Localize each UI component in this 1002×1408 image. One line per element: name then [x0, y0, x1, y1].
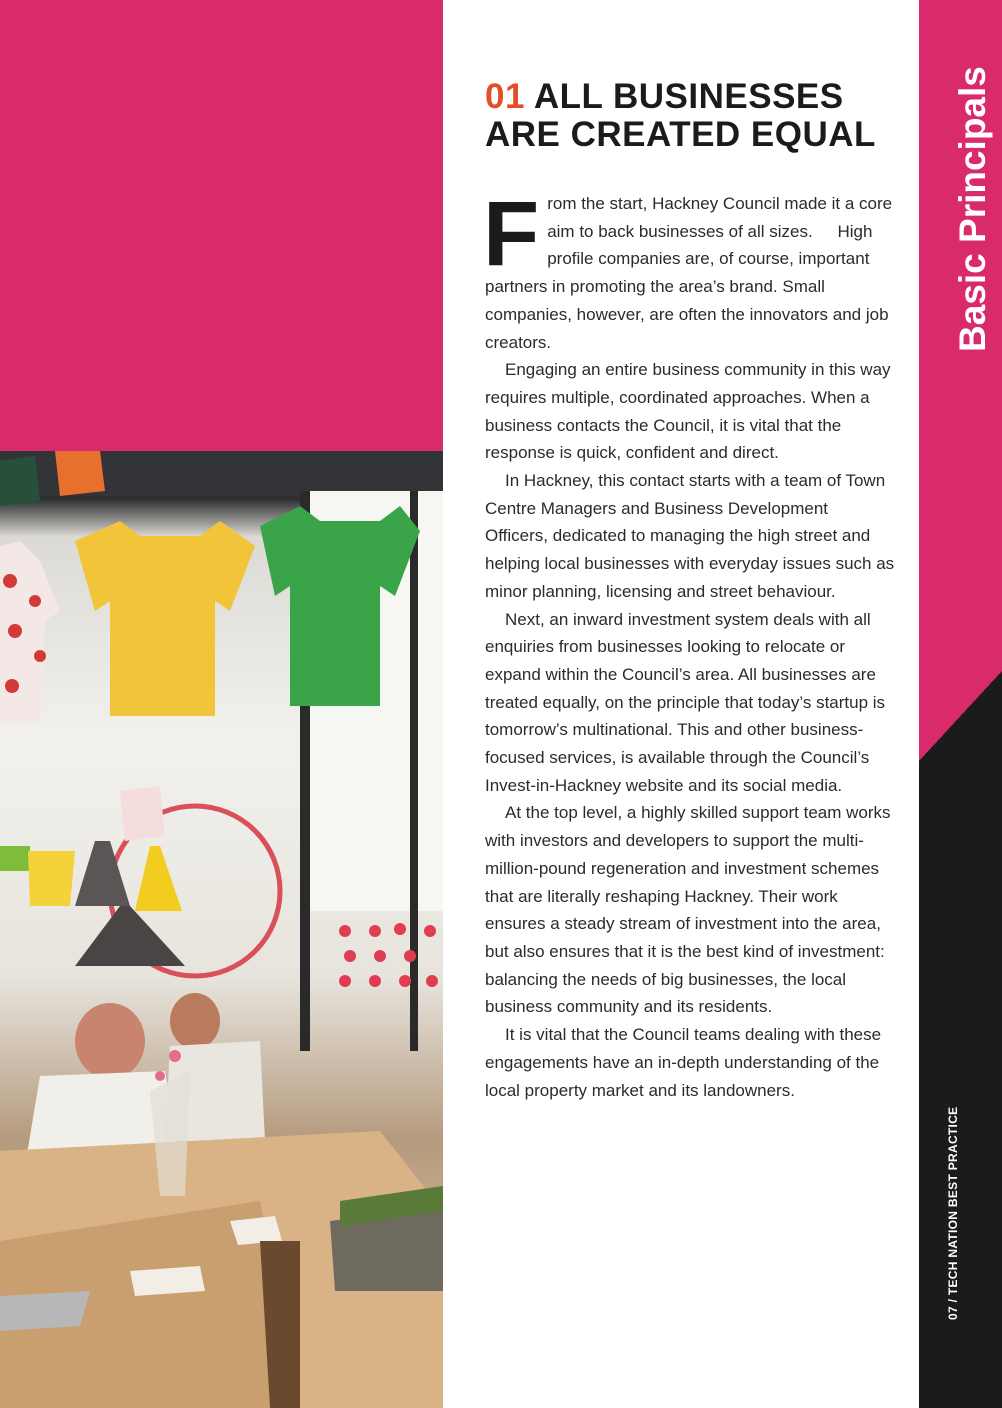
paragraph-5: At the top level, a highly skilled support team works with investors and developers to support the multi-million-pound regeneration and investment schemes that are literally reshaping Hackney. Their work ensures a steady stream of investment into the area, but also ensures that it is the best kind of investment: balancing the needs of big businesses, the local business community and its residents.	[485, 803, 891, 1017]
article-body	[483, 183, 895, 1104]
paragraph-1-text: rom the start, Hackney Council made it a core aim to back businesses of all sizes.	[547, 194, 893, 241]
paragraph-6: It is vital that the Council teams dealing with these engagements have an in-depth understanding of the local property market and its landowners.	[485, 1025, 882, 1100]
article-title	[485, 78, 905, 154]
section-number: 01	[485, 77, 525, 116]
pink-color-block	[0, 0, 443, 451]
paragraph-4: Next, an inward investment system deals with all enquiries from businesses looking to relocate or expand within the Council’s area. All businesses are treated equally, on the principle that today’s startup is tomorrow’s multinational. This and other business-focused services, is available through the Council’s Invest-in-Hackney website and its social media.	[485, 609, 886, 795]
drop-cap: F	[483, 183, 540, 285]
paragraph-1	[483, 183, 895, 356]
title-text: ALL BUSINESSES ARE CREATED EQUAL	[485, 77, 876, 154]
section-label: Basic Principals	[952, 66, 993, 352]
paragraph-1-continued: High profile companies are, of course, important partners in promoting the area’s brand. Small companies, however, are often the innovators and job creators.	[485, 221, 889, 352]
sidebar-dark	[919, 761, 1002, 1408]
cafe-photo	[0, 451, 443, 1408]
page-footer: 07 / TECH NATION BEST PRACTICE	[946, 1106, 960, 1320]
paragraph-3: In Hackney, this contact starts with a team of Town Centre Managers and Business Development Officers, dedicated to managing the high street and helping local businesses with everyday issues such as minor planning, licensing and street behaviour.	[485, 471, 895, 601]
paragraph-2: Engaging an entire business community in this way requires multiple, coordinated approaches. When a business contacts the Council, it is vital that the response is quick, confident and direct.	[485, 360, 891, 463]
